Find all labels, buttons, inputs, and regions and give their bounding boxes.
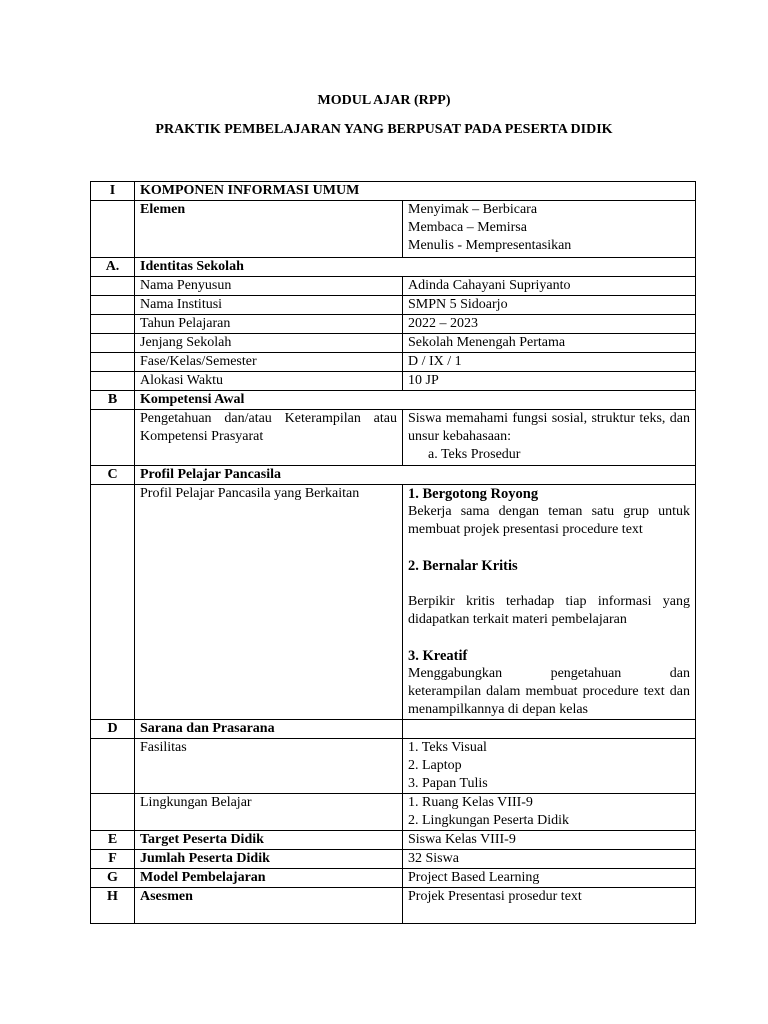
row-label: Nama Penyusun bbox=[135, 277, 403, 296]
row-label: Tahun Pelajaran bbox=[135, 315, 403, 334]
row-value: 10 JP bbox=[403, 372, 696, 391]
table-row bbox=[91, 850, 696, 869]
section-number: G bbox=[91, 869, 135, 888]
empty-cell bbox=[91, 485, 135, 720]
profile-title: 3. Kreatif bbox=[408, 648, 468, 664]
table-row bbox=[91, 277, 696, 296]
table-row bbox=[91, 315, 696, 334]
row-label: Asesmen bbox=[135, 888, 403, 924]
elemen-item: Membaca – Memirsa bbox=[408, 220, 527, 235]
row-value: Project Based Learning bbox=[403, 869, 696, 888]
elemen-item: Menyimak – Berbicara bbox=[408, 202, 538, 217]
list-item: 2. Lingkungan Peserta Didik bbox=[408, 813, 569, 828]
section-number: H bbox=[91, 888, 135, 924]
row-label: Pengetahuan dan/atau Keterampilan atau Kompetensi Prasyarat bbox=[135, 410, 403, 466]
row-value: Projek Presentasi prosedur text bbox=[403, 888, 696, 924]
section-number: E bbox=[91, 831, 135, 850]
row-label: Target Peserta Didik bbox=[135, 831, 403, 850]
row-label: Lingkungan Belajar bbox=[135, 794, 403, 831]
section-number: A. bbox=[91, 258, 135, 277]
list-item: 3. Papan Tulis bbox=[408, 776, 488, 791]
row-value: Siswa Kelas VIII-9 bbox=[403, 831, 696, 850]
row-value: D / IX / 1 bbox=[403, 353, 696, 372]
table-row bbox=[91, 296, 696, 315]
empty-cell bbox=[91, 334, 135, 353]
row-label: Alokasi Waktu bbox=[135, 372, 403, 391]
table-row bbox=[91, 182, 696, 201]
section-heading: Identitas Sekolah bbox=[135, 258, 696, 277]
row-label: Profil Pelajar Pancasila yang Berkaitan bbox=[135, 485, 403, 720]
section-number: C bbox=[91, 466, 135, 485]
word: pengetahuan bbox=[550, 666, 622, 681]
table-row bbox=[91, 201, 696, 258]
row-value: SMPN 5 Sidoarjo bbox=[403, 296, 696, 315]
table-row bbox=[91, 466, 696, 485]
row-value bbox=[403, 410, 696, 466]
word: Menggabungkan bbox=[408, 666, 503, 681]
empty-cell bbox=[91, 739, 135, 794]
row-value: Adinda Cahayani Supriyanto bbox=[403, 277, 696, 296]
section-heading: KOMPONEN INFORMASI UMUM bbox=[135, 182, 696, 201]
row-value bbox=[403, 201, 696, 258]
row-label: Nama Institusi bbox=[135, 296, 403, 315]
list-item: 1. Teks Visual bbox=[408, 740, 487, 755]
row-label: Jumlah Peserta Didik bbox=[135, 850, 403, 869]
competency-text: Siswa memahami fungsi sosial, struktur teks, dan unsur kebahasaan: bbox=[408, 411, 690, 444]
row-label: Elemen bbox=[135, 201, 403, 258]
empty-cell bbox=[91, 315, 135, 334]
profile-description: Berpikir kritis terhadap tiap informasi yang didapatkan terkait materi pembelajaran bbox=[408, 594, 690, 627]
row-value bbox=[403, 739, 696, 794]
profile-title: 1. Bergotong Royong bbox=[408, 486, 539, 502]
section-heading: Kompetensi Awal bbox=[135, 391, 696, 410]
document-title: MODUL AJAR (RPP) bbox=[317, 93, 451, 108]
row-label: Jenjang Sekolah bbox=[135, 334, 403, 353]
table-row bbox=[91, 794, 696, 831]
empty-cell bbox=[91, 296, 135, 315]
list-item: 1. Ruang Kelas VIII-9 bbox=[408, 795, 533, 810]
table-row bbox=[91, 888, 696, 924]
row-label: Fase/Kelas/Semester bbox=[135, 353, 403, 372]
section-number: F bbox=[91, 850, 135, 869]
profile-description: keterampilan dalam membuat procedure text dan menampilkannya di depan kelas bbox=[408, 684, 690, 717]
word: dan bbox=[669, 666, 690, 681]
row-value bbox=[403, 794, 696, 831]
row-label: Fasilitas bbox=[135, 739, 403, 794]
empty-cell bbox=[91, 410, 135, 466]
row-label: Model Pembelajaran bbox=[135, 869, 403, 888]
row-value: 2022 – 2023 bbox=[403, 315, 696, 334]
empty-cell bbox=[91, 201, 135, 258]
list-item: 2. Laptop bbox=[408, 758, 462, 773]
table-row bbox=[91, 353, 696, 372]
profile-title: 2. Bernalar Kritis bbox=[408, 558, 518, 574]
empty-cell bbox=[91, 794, 135, 831]
section-number: I bbox=[91, 182, 135, 201]
section-heading: Profil Pelajar Pancasila bbox=[135, 466, 696, 485]
row-value: Sekolah Menengah Pertama bbox=[403, 334, 696, 353]
row-value bbox=[403, 485, 696, 720]
section-heading: Sarana dan Prasarana bbox=[135, 720, 403, 739]
empty-cell bbox=[403, 720, 696, 739]
table-row bbox=[91, 410, 696, 466]
empty-cell bbox=[91, 353, 135, 372]
table-row bbox=[91, 831, 696, 850]
table-row bbox=[91, 258, 696, 277]
section-number: D bbox=[91, 720, 135, 739]
table-row bbox=[91, 739, 696, 794]
table-row bbox=[91, 869, 696, 888]
table-row bbox=[91, 720, 696, 739]
module-table bbox=[90, 181, 696, 924]
empty-cell bbox=[91, 372, 135, 391]
table-row bbox=[91, 391, 696, 410]
table-row bbox=[91, 485, 696, 720]
profile-description-first-line bbox=[408, 665, 690, 683]
empty-cell bbox=[91, 277, 135, 296]
section-number: B bbox=[91, 391, 135, 410]
table-row bbox=[91, 372, 696, 391]
profile-description: Bekerja sama dengan teman satu grup untuk membuat projek presentasi procedure text bbox=[408, 504, 690, 537]
document-subtitle: PRAKTIK PEMBELAJARAN YANG BERPUSAT PADA PESERTA DIDIK bbox=[155, 122, 613, 137]
competency-list-item: a. Teks Prosedur bbox=[428, 447, 521, 462]
row-value: 32 Siswa bbox=[403, 850, 696, 869]
table-row bbox=[91, 334, 696, 353]
elemen-item: Menulis - Mempresentasikan bbox=[408, 238, 572, 253]
